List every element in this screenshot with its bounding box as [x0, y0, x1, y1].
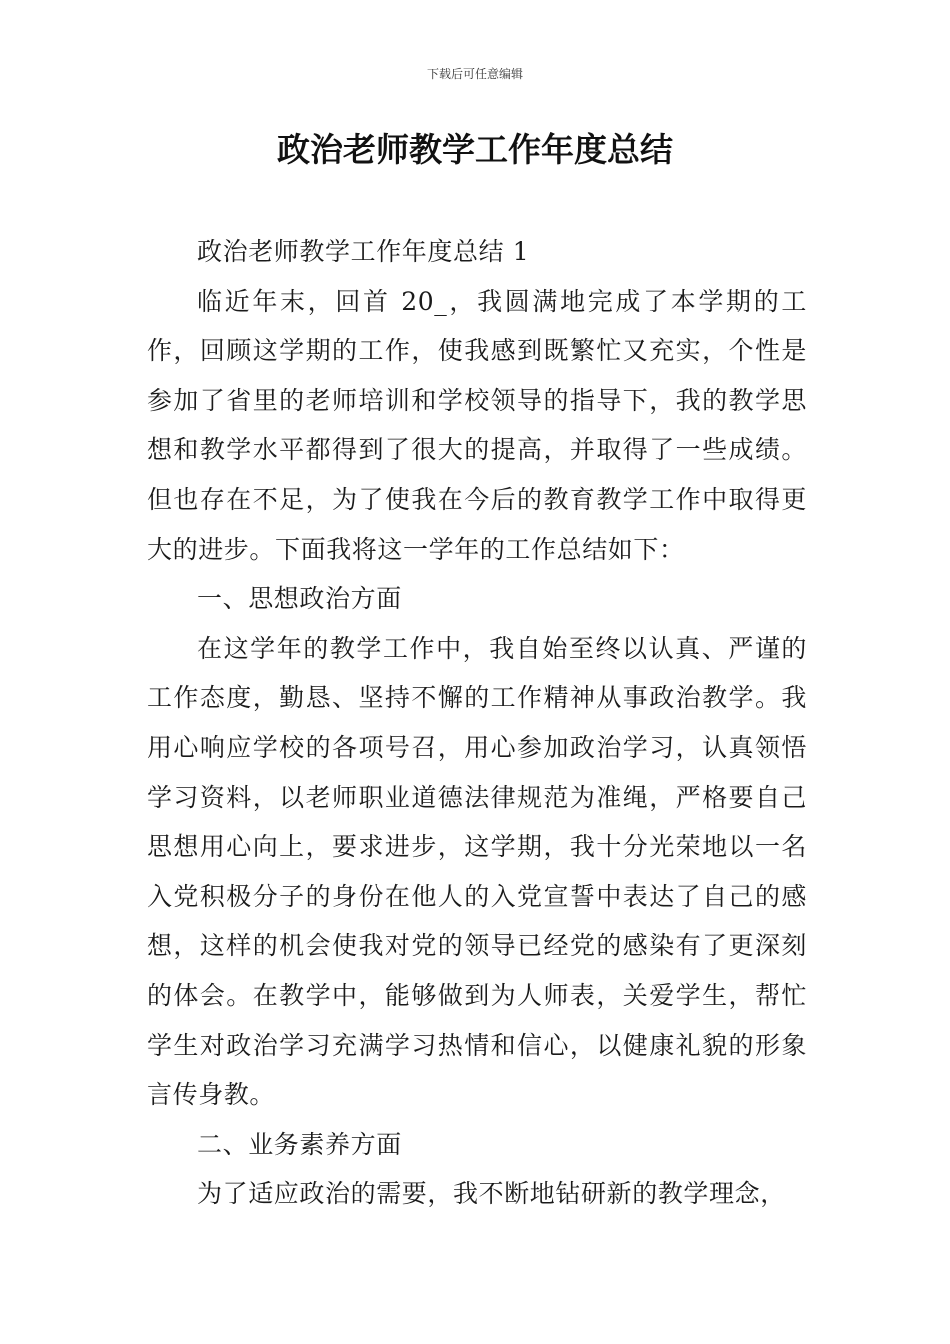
subtitle-paragraph: 政治老师教学工作年度总结 1 [197, 237, 530, 266]
section-heading-political: 一、思想政治方面 [197, 584, 402, 614]
section-heading-professional: 二、业务素养方面 [197, 1129, 402, 1159]
document-body [147, 227, 807, 1219]
document-title: 政治老师教学工作年度总结 [277, 130, 673, 169]
header-note: 下载后可任意编辑 [426, 67, 523, 81]
political-paragraph: 在这学年的教学工作中，我自始至终以认真、严谨的工作态度，勤恳、坚持不懈的工作精神从事政治教学。我用心响应学校的各项号召，用心参加政治学习，认真领悟学习资料，以老师职业道德法律规范为准绳，严格要自己思想用心向上，要求进步，这学期，我十分光荣地以一名入党积极分子的身份在他人的入党宣誓中表达了自己的感想，这样的机会使我对党的领导已经党的感染有了更深刻的体会。在教学中，能够做到为人师表，关爱学生，帮忙学生对政治学习充满学习热情和信心，以健康礼貌的形象言传身教。 [147, 633, 807, 1110]
professional-paragraph: 为了适应政治的需要，我不断地钻研新的教学理念， [197, 1179, 786, 1209]
intro-paragraph: 临近年末，回首 20_，我圆满地完成了本学期的工作，回顾这学期的工作，使我感到既繁忙又充实，个性是参加了省里的老师培训和学校领导的指导下，我的教学思想和教学水平都得到了很大的提高，并取得了一些成绩。但也存在不足，为了使我在今后的教育教学工作中取得更大的进步。下面我将这一学年的工作总结如下： [147, 286, 807, 564]
